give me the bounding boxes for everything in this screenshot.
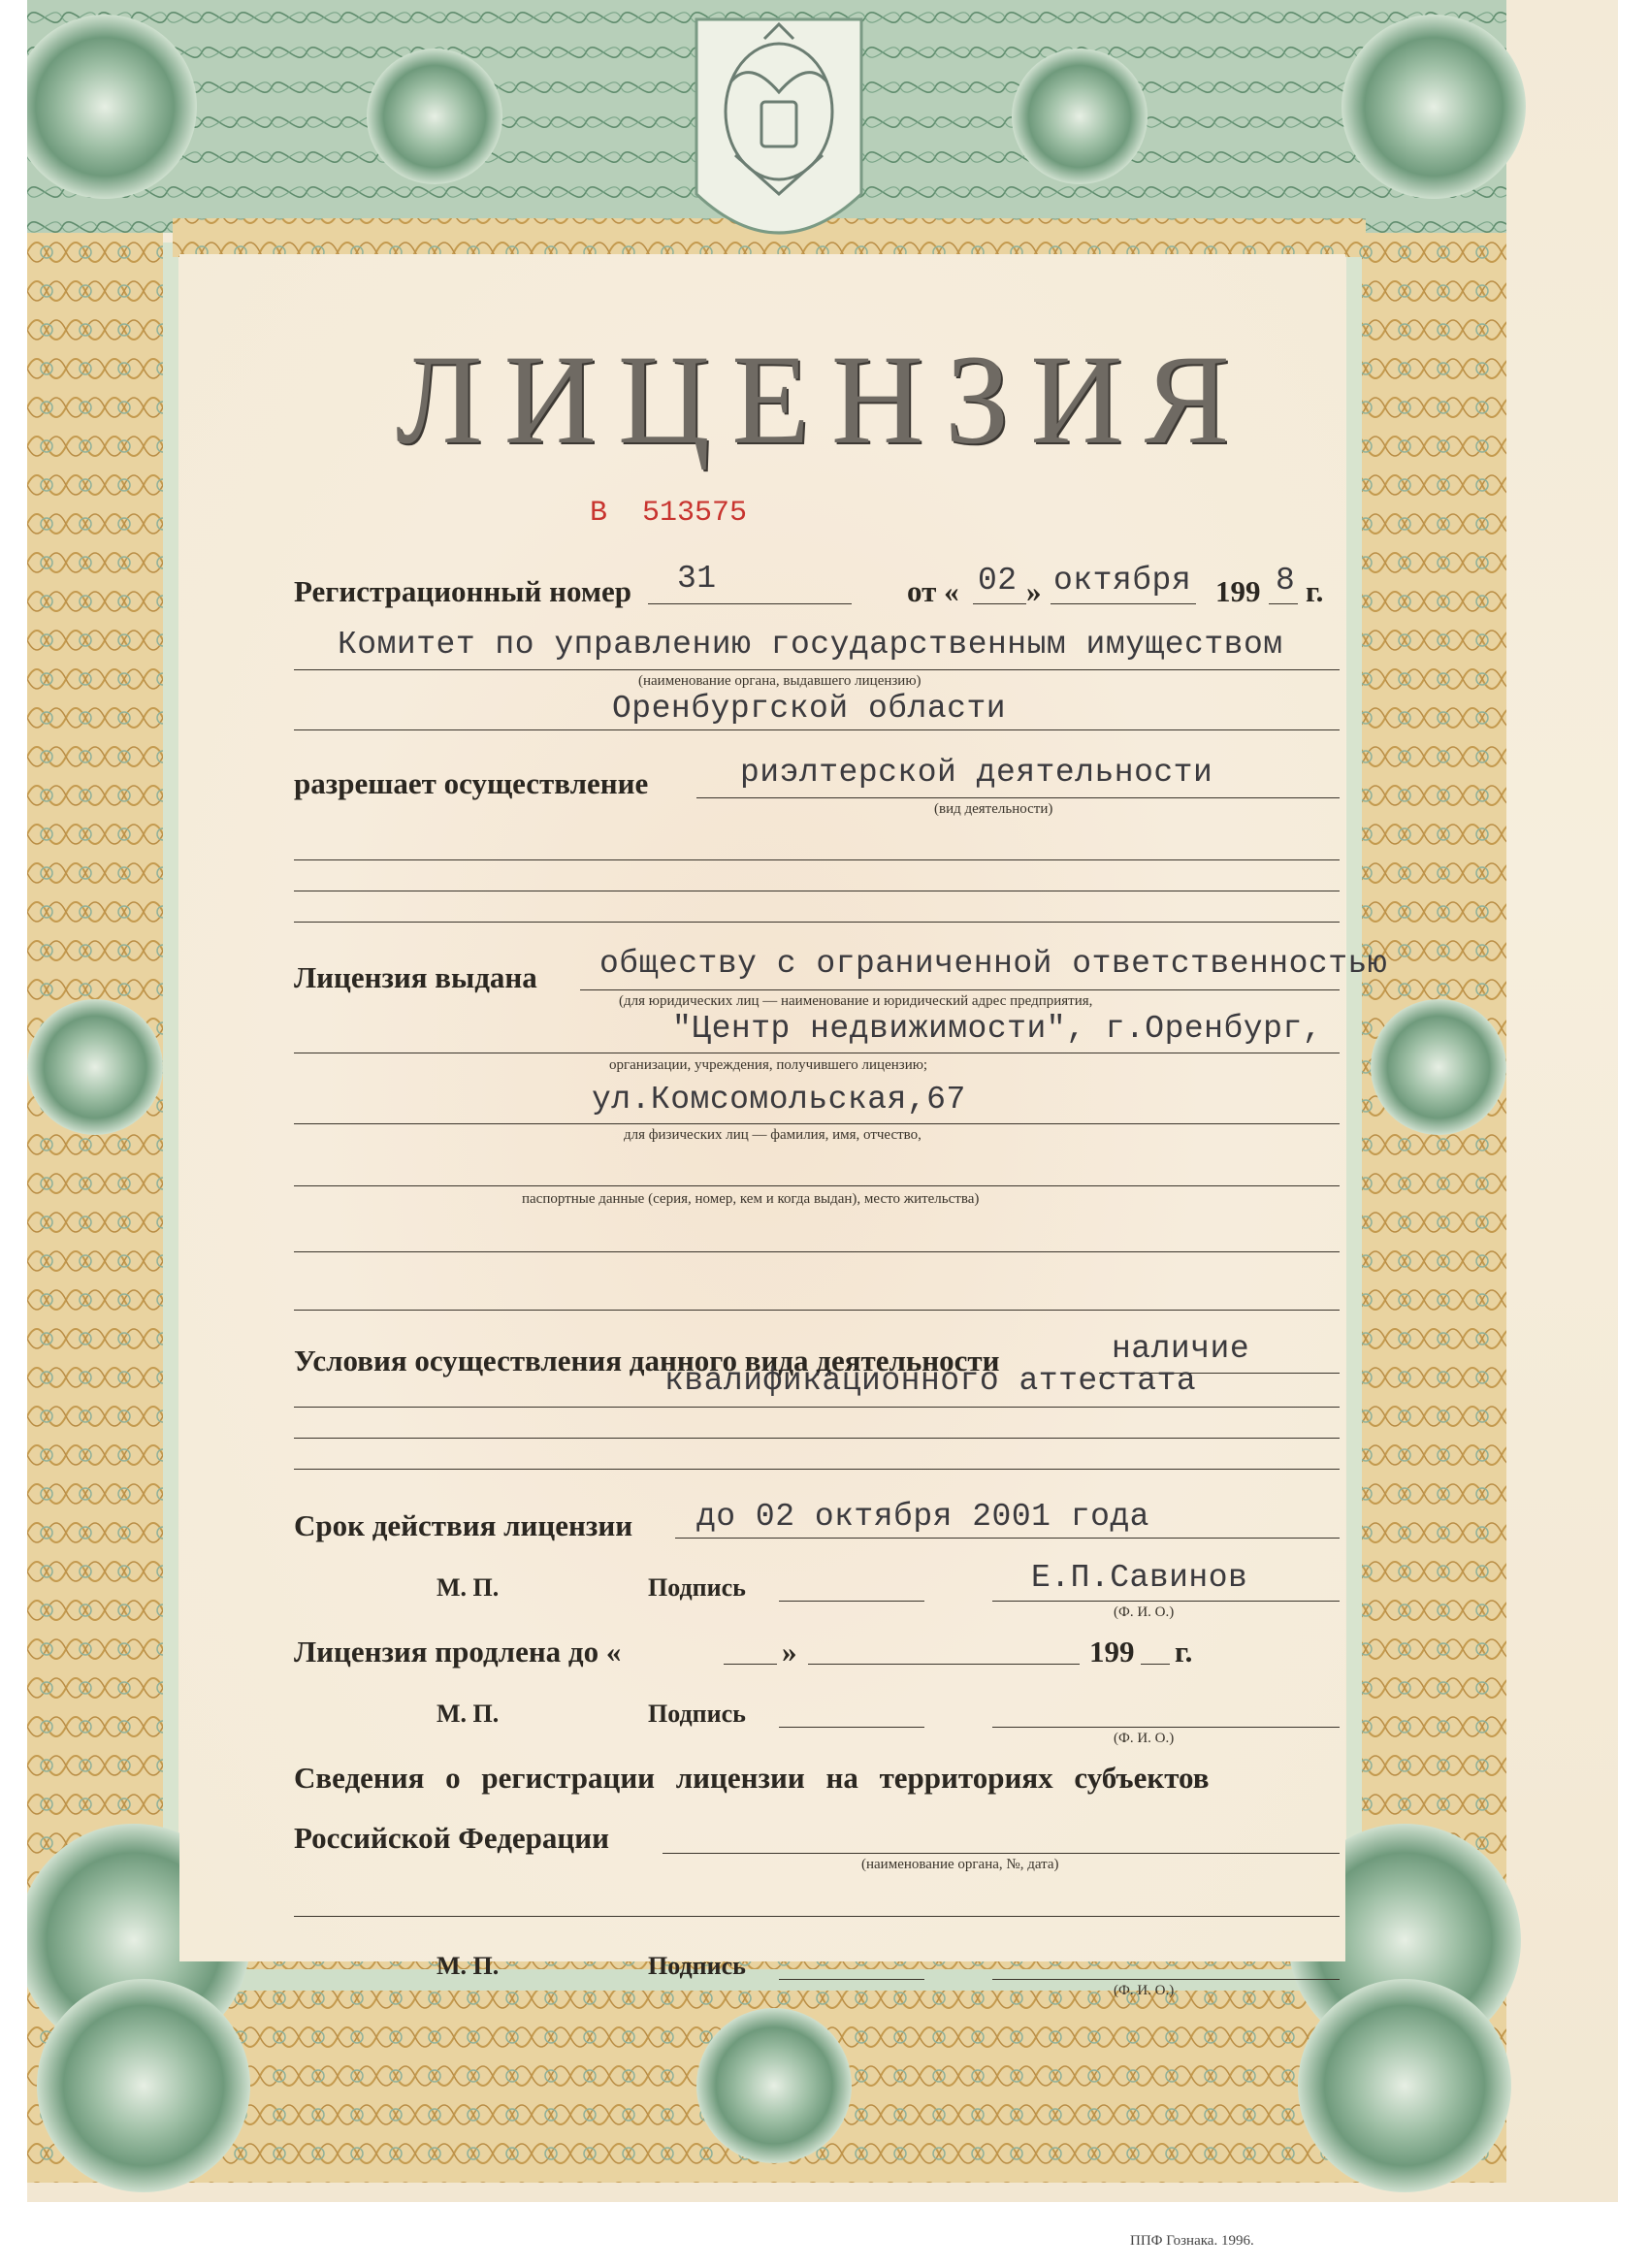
regional-line-2: Российской Федерации <box>294 1821 609 1855</box>
fio-value-1: Е.П.Савинов <box>1031 1560 1248 1596</box>
conditions-line-2-text: квалификационного аттестата <box>664 1363 1197 1399</box>
signature-line-2 <box>779 1727 924 1728</box>
licensee-line-1-text: обществу с ограниченной ответственностью <box>599 946 1388 982</box>
licensee-line-3 <box>294 1123 1340 1124</box>
printer-imprint: ППФ Гознака. 1996. <box>1130 2233 1254 2249</box>
validity-label: Срок действия лицензии <box>294 1508 633 1542</box>
extension-year-label: г. <box>1175 1635 1193 1669</box>
issuer-hint: (наименование органа, выдавшего лицензию) <box>638 673 922 689</box>
licensee-hint-1: (для юридических лиц — наименование и юридический адрес предприятия, <box>619 993 1093 1009</box>
registration-year-prefix: 199 <box>1215 574 1261 608</box>
validity-line <box>675 1538 1340 1539</box>
fio-line-2 <box>992 1727 1340 1728</box>
fio-hint-2: (Ф. И. О.) <box>1114 1731 1175 1746</box>
stamp-place-3: М. П. <box>436 1952 500 1980</box>
conditions-line-3 <box>294 1438 1340 1439</box>
fio-line-1 <box>992 1601 1340 1602</box>
registration-year-line <box>1269 603 1298 604</box>
extension-month-line <box>808 1664 1080 1665</box>
licensee-hint-3: для физических лиц — фамилия, имя, отчество, <box>624 1127 922 1143</box>
activity-value: риэлтерской деятельности <box>740 755 1213 791</box>
regional-line <box>663 1853 1340 1854</box>
registration-month: октября <box>1053 563 1192 599</box>
extension-year: 199 <box>1089 1635 1135 1669</box>
activity-extra-line-1 <box>294 859 1340 860</box>
extension-day-line <box>724 1664 777 1665</box>
licensee-line-6 <box>294 1310 1340 1311</box>
licensee-line-2-text: "Центр недвижимости", г.Оренбург, <box>672 1011 1323 1047</box>
registration-year-suffix: 8 <box>1276 563 1296 599</box>
licensee-line-3-text: ул.Комсомольская,67 <box>592 1082 966 1118</box>
registration-number-line <box>648 603 852 604</box>
issuer-line-2-text: Оренбургской области <box>612 691 1007 727</box>
fio-line-3 <box>992 1979 1340 1980</box>
registration-day: 02 <box>978 563 1018 599</box>
registration-from-label: от « <box>907 574 959 608</box>
signature-label-2: Подпись <box>648 1700 746 1728</box>
issuer-line-2 <box>294 729 1340 730</box>
regional-line-1: Сведения о регистрации лицензии на территориях субъектов <box>294 1761 1210 1795</box>
licensee-line-1 <box>580 989 1340 990</box>
fio-hint-1: (Ф. И. О.) <box>1114 1604 1175 1620</box>
regional-hint: (наименование органа, №, дата) <box>861 1857 1059 1872</box>
signature-line-3 <box>779 1979 924 1980</box>
conditions-label: Условия осуществления данного вида деятельности <box>294 1344 1000 1377</box>
activity-label: разрешает осуществление <box>294 766 649 800</box>
document-title: ЛИЦЕНЗИЯ <box>396 328 1251 470</box>
extension-close-quote: » <box>782 1635 797 1669</box>
licensee-label: Лицензия выдана <box>294 960 537 994</box>
issuer-line-1-text: Комитет по управлению государственным имуществом <box>338 627 1283 663</box>
conditions-line-4 <box>294 1469 1340 1470</box>
signature-label-3: Подпись <box>648 1952 746 1980</box>
activity-hint: (вид деятельности) <box>934 801 1053 817</box>
registration-day-line <box>973 603 1026 604</box>
regional-extra-line <box>294 1916 1340 1917</box>
stamp-place-1: М. П. <box>436 1573 500 1602</box>
stamp-place-2: М. П. <box>436 1700 500 1728</box>
licensee-hint-4: паспортные данные (серия, номер, кем и когда выдан), место жительства) <box>522 1191 980 1207</box>
issuer-line-1 <box>294 669 1340 670</box>
serial-number: В 513575 <box>590 497 748 530</box>
licensee-line-5 <box>294 1251 1340 1252</box>
activity-extra-line-3 <box>294 922 1340 923</box>
registration-close-quote: » <box>1026 574 1042 608</box>
fio-hint-3: (Ф. И. О.) <box>1114 1983 1175 1998</box>
registration-year-label: г. <box>1306 574 1324 608</box>
registration-label: Регистрационный номер <box>294 574 631 608</box>
signature-label-1: Подпись <box>648 1573 746 1602</box>
license-sheet <box>27 0 1618 2202</box>
extension-label: Лицензия продлена до « <box>294 1635 622 1669</box>
registration-number: 31 <box>677 561 717 597</box>
extension-year-line <box>1141 1664 1170 1665</box>
licensee-hint-2: организации, учреждения, получившего лицензию; <box>609 1057 928 1073</box>
registration-month-line <box>1051 603 1196 604</box>
signature-line-1 <box>779 1601 924 1602</box>
validity-value: до 02 октября 2001 года <box>696 1499 1149 1535</box>
conditions-line-2 <box>294 1407 1340 1408</box>
activity-line <box>696 797 1340 798</box>
licensee-line-4 <box>294 1185 1340 1186</box>
conditions-line-1-text: наличие <box>1112 1331 1250 1367</box>
